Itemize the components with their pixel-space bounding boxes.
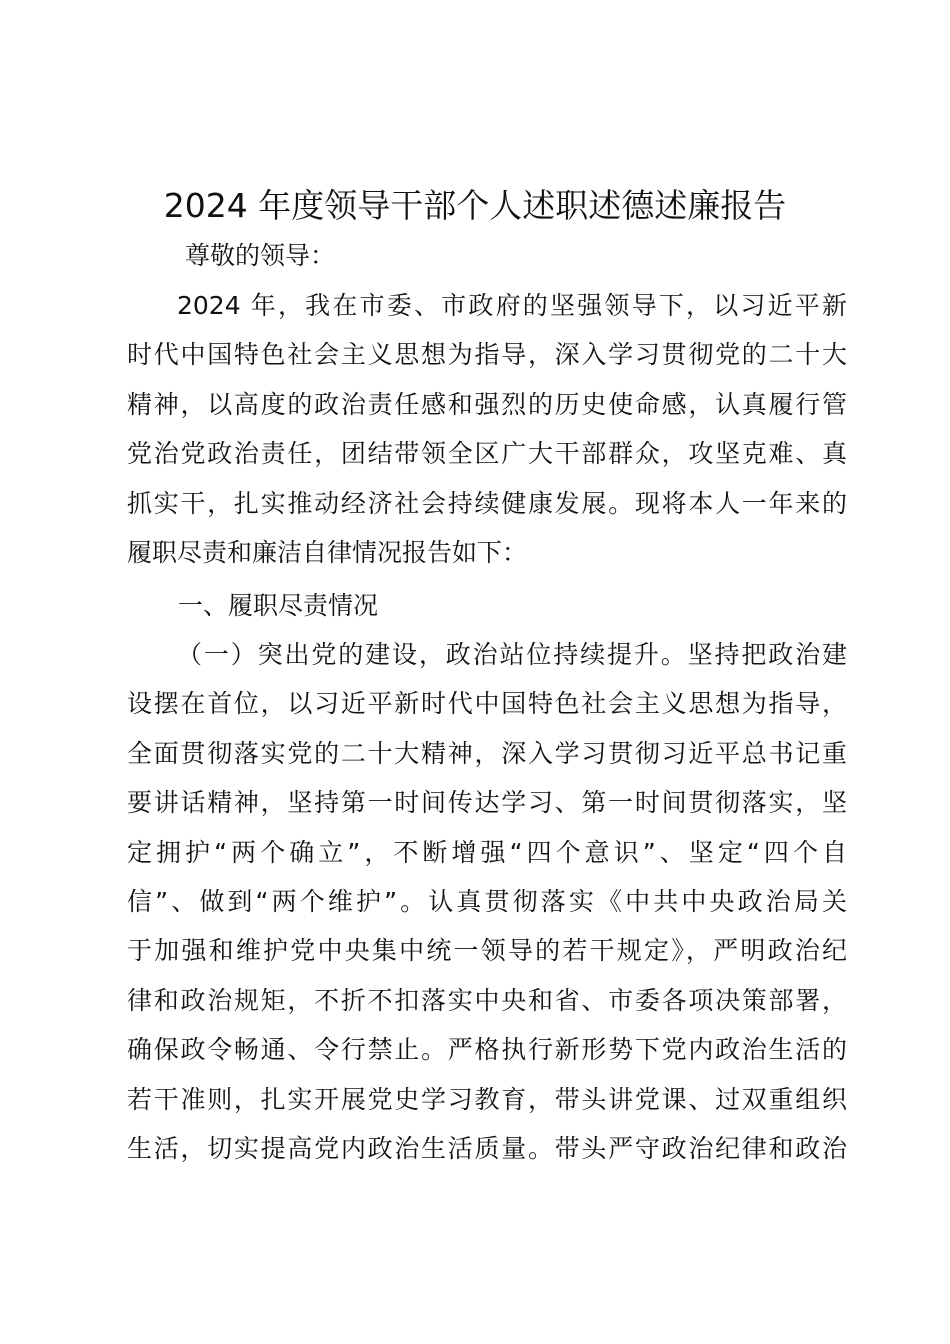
text-line: 精神，以高度的政治责任感和强烈的历史使命感，认真履行管 [127, 389, 847, 419]
salutation: 尊敬的领导： [185, 241, 336, 270]
text-line: 全面贯彻落实党的二十大精神，深入学习贯彻习近平总书记重 [127, 738, 847, 768]
document-title: 2024 年度领导干部个人述职述德述廉报告 [163, 186, 787, 225]
text-line: 于加强和维护党中央集中统一领导的若干规定》，严明政治纪 [127, 936, 847, 966]
text-line: （一）突出党的建设，政治站位持续提升。坚持把政治建 [177, 640, 847, 669]
intro-paragraph [127, 281, 847, 577]
text-line: 要讲话精神，坚持第一时间传达学习、第一时间贯彻落实，坚 [127, 788, 847, 818]
text-line: 2024 年，我在市委、市政府的坚强领导下，以习近平新 [177, 291, 847, 320]
section1-paragraph [127, 630, 847, 1173]
section-heading: 一、履职尽责情况 [178, 591, 379, 620]
text-line: 生活，切实提高党内政治生活质量。带头严守政治纪律和政治 [127, 1133, 847, 1163]
text-line: 若干准则，扎实开展党史学习教育，带头讲党课、过双重组织 [127, 1084, 847, 1114]
text-line: 抓实干，扎实推动经济社会持续健康发展。现将本人一年来的 [127, 488, 847, 518]
text-line: 履职尽责和廉洁自律情况报告如下： [127, 537, 528, 567]
text-line: 时代中国特色社会主义思想为指导，深入学习贯彻党的二十大 [127, 340, 847, 370]
text-line: 律和政治规矩，不折不扣落实中央和省、市委各项决策部署， [127, 985, 847, 1015]
text-line: 信”、做到“两个维护”。认真贯彻落实《中共中央政治局关 [127, 886, 847, 916]
text-line: 党治党政治责任，团结带领全区广大干部群众，攻坚克难、真 [127, 439, 847, 469]
text-line: 设摆在首位，以习近平新时代中国特色社会主义思想为指导， [127, 689, 847, 719]
text-line: 确保政令畅通、令行禁止。严格执行新形势下党内政治生活的 [127, 1035, 847, 1065]
text-line: 定拥护“两个确立”，不断增强“四个意识”、坚定“四个自 [127, 837, 847, 867]
